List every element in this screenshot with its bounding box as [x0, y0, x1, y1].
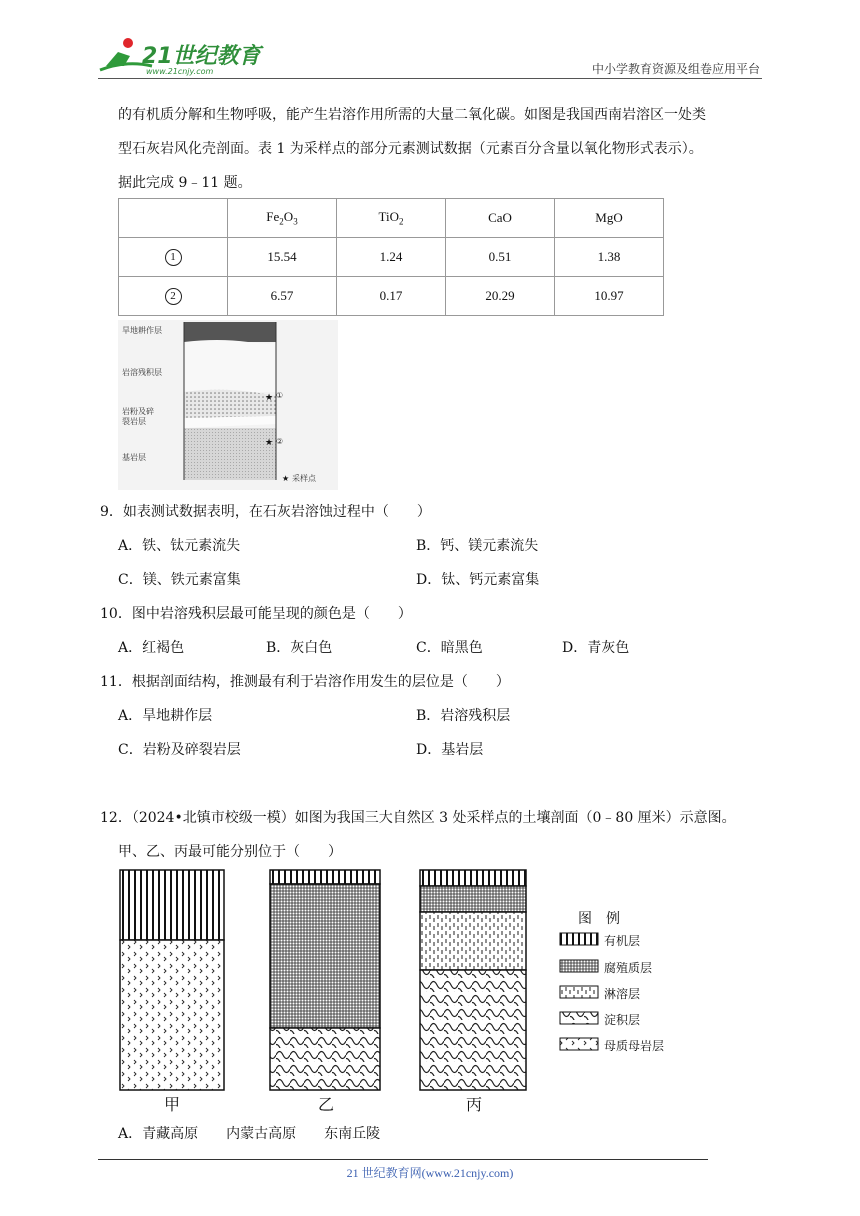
soil-profile-figure: [108, 866, 668, 1116]
question-10-option-d[interactable]: D．青灰色: [562, 640, 630, 656]
table-corner-cell: [119, 199, 228, 238]
table-header-cell: MgO: [555, 199, 664, 238]
legend-item-humus: 腐殖质层: [604, 961, 653, 975]
question-11-option-d[interactable]: D．基岩层: [416, 742, 484, 758]
footer-link[interactable]: 21 世纪教育网(www.21cnjy.com): [346, 1166, 514, 1180]
intro-line-2: 型石灰岩风化壳剖面。表 1 为采样点的部分元素测试数据（元素百分含量以氧化物形式表示）。: [118, 141, 703, 157]
intro-line-3: 据此完成 9﹣11 题。: [118, 175, 252, 191]
site-logo: [96, 36, 266, 78]
table-row: [119, 238, 664, 277]
header-divider: [98, 78, 762, 79]
table-header-cell: TiO$_2$: [337, 199, 446, 238]
table-row-label: 2: [119, 277, 228, 316]
table-cell: 20.29: [446, 277, 555, 316]
table-cell: 0.17: [337, 277, 446, 316]
legend-title: 图 例: [578, 911, 620, 927]
question-12-option-a[interactable]: A．青藏高原 内蒙古高原 东南丘陵: [118, 1126, 381, 1142]
layer-label-bedrock: 基岩层: [122, 453, 146, 462]
layer-label-rock-powder: 岩粉及碎: [122, 407, 154, 416]
legend-item-parent-rock: 母质母岩层: [604, 1039, 665, 1053]
table-cell: 15.54: [228, 238, 337, 277]
table-cell: 6.57: [228, 277, 337, 316]
question-11-option-a[interactable]: A．旱地耕作层: [118, 708, 213, 724]
question-10-option-b[interactable]: B．灰白色: [266, 640, 333, 656]
question-12-stem-1: 12．（2024•北镇市校级一模）如图为我国三大自然区 3 处采样点的土壤剖面（0﹣80 厘米）示意图。: [100, 810, 736, 826]
layer-label-farmland: 旱地耕作层: [122, 326, 162, 335]
profile-label-jia: 甲: [164, 1095, 181, 1114]
svg-text:★: ★: [265, 393, 274, 403]
logo-text: 21世纪教育: [142, 44, 261, 69]
question-9-stem: 9．如表测试数据表明，在石灰岩溶蚀过程中（ ）: [100, 504, 431, 520]
intro-line-1: 的有机质分解和生物呼吸，能产生岩溶作用所需的大量二氧化碳。如图是我国西南岩溶区一处类: [118, 107, 706, 123]
table-header-cell: CaO: [446, 199, 555, 238]
table-header-cell: $Fe_2O_3$: [228, 199, 337, 238]
platform-name: 中小学教育资源及组卷应用平台: [591, 62, 760, 76]
table-cell: 1.24: [337, 238, 446, 277]
question-9-option-b[interactable]: B．钙、镁元素流失: [416, 538, 539, 554]
element-data-table: [118, 198, 664, 316]
question-11-stem: 11．根据剖面结构，推测最有利于岩溶作用发生的层位是（ ）: [100, 674, 510, 690]
profile-label-bing: 丙: [466, 1095, 483, 1114]
table-cell: 1.38: [555, 238, 664, 277]
question-10-option-c[interactable]: C．暗黑色: [416, 640, 483, 656]
table-cell: 10.97: [555, 277, 664, 316]
layer-label-fractured: 裂岩层: [122, 417, 146, 426]
limestone-profile-figure: [118, 320, 338, 490]
table-cell: 0.51: [446, 238, 555, 277]
sample-marker-1: ①: [276, 391, 284, 400]
footer-divider: [98, 1159, 708, 1160]
profile-label-yi: 乙: [318, 1095, 335, 1114]
table-row: [119, 277, 664, 316]
layer-label-residual: 岩溶残积层: [122, 368, 162, 377]
sample-marker-2: ②: [276, 437, 284, 446]
logo-url: www.21cnjy.com: [146, 67, 214, 76]
question-9-option-d[interactable]: D．钛、钙元素富集: [416, 572, 540, 588]
question-9-option-c[interactable]: C．镁、铁元素富集: [118, 572, 241, 588]
svg-text:★: ★: [265, 438, 274, 448]
question-10-stem: 10．图中岩溶残积层最可能呈现的颜色是（ ）: [100, 606, 412, 622]
legend-item-illuvial: 淀积层: [604, 1013, 641, 1027]
question-10-option-a[interactable]: A．红褐色: [118, 640, 185, 656]
legend-item-eluvial: 淋溶层: [604, 987, 641, 1001]
question-12-stem-2: 甲、乙、丙最可能分别位于（ ）: [118, 844, 342, 860]
sample-point-legend: 采样点: [292, 474, 316, 483]
svg-text:★: ★: [282, 474, 290, 483]
question-9-option-a[interactable]: A．铁、钛元素流失: [118, 538, 241, 554]
legend-item-organic: 有机层: [604, 934, 641, 948]
table-row-label: 1: [119, 238, 228, 277]
table-header-row: [119, 199, 664, 238]
question-11-option-c[interactable]: C．岩粉及碎裂岩层: [118, 742, 241, 758]
question-11-option-b[interactable]: B．岩溶残积层: [416, 708, 511, 724]
